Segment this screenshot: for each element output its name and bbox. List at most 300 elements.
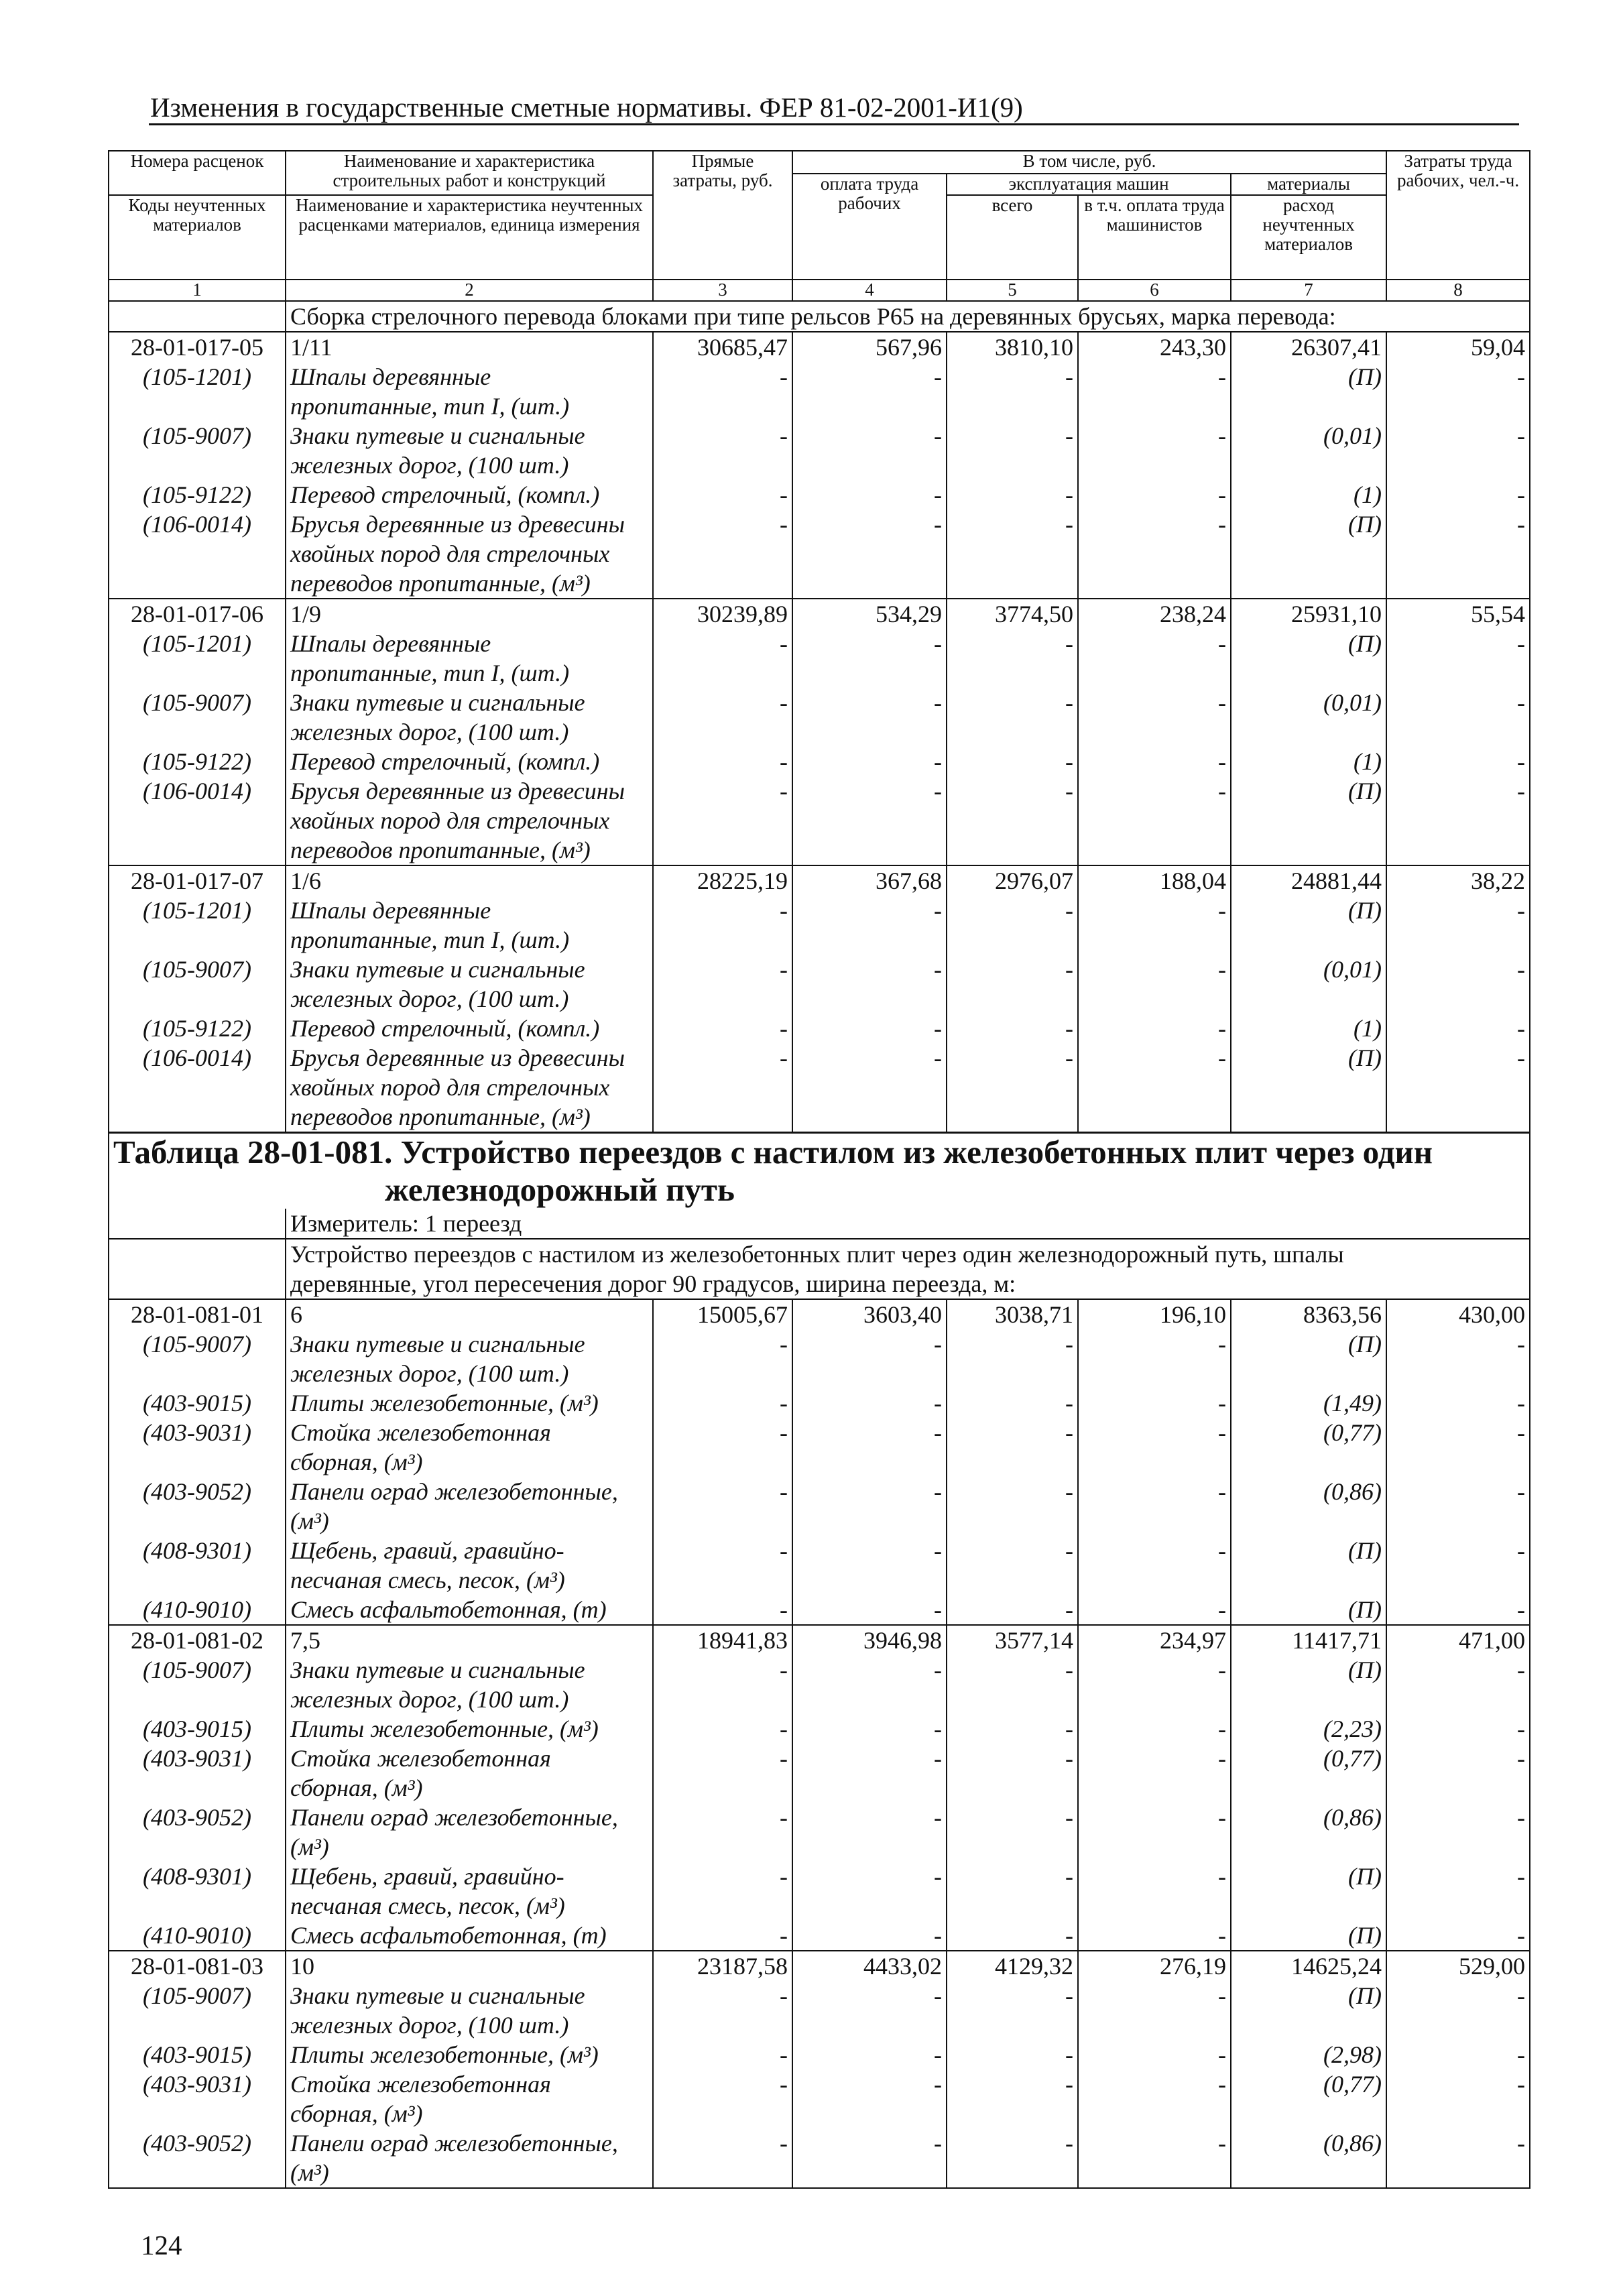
labor-hours: - xyxy=(1386,1744,1530,1803)
labor-cost: - xyxy=(792,1744,947,1803)
machinists-labor-cost: - xyxy=(1078,955,1231,1014)
material-name-line: Стойка железобетонная xyxy=(290,2071,551,2098)
machinists-labor-cost: 243,30 xyxy=(1078,332,1231,362)
material-name-line: хвойных пород для стрелочных xyxy=(290,540,610,567)
material-code: (403-9015) xyxy=(109,2040,286,2069)
material-name-line: сборная, (м³) xyxy=(290,1774,423,1801)
machinists-labor-cost: 196,10 xyxy=(1078,1299,1231,1329)
material-name xyxy=(286,480,653,509)
material-name-line: Смесь асфальтобетонная, (т) xyxy=(290,1596,607,1623)
machines-cost: - xyxy=(947,1921,1078,1951)
material-name-line: железных дорог, (100 шт.) xyxy=(290,1686,569,1713)
material-row xyxy=(109,1329,1530,1388)
material-name xyxy=(286,1803,653,1862)
machinists-labor-cost: - xyxy=(1078,1714,1231,1744)
machines-cost: - xyxy=(947,421,1078,480)
direct-cost: 30239,89 xyxy=(653,599,792,629)
direct-cost: - xyxy=(653,421,792,480)
material-name-line: Смесь асфальтобетонная, (т) xyxy=(290,1922,607,1949)
direct-cost: - xyxy=(653,1329,792,1388)
material-consumption: (0,01) xyxy=(1231,421,1386,480)
material-consumption: (0,77) xyxy=(1231,1744,1386,1803)
direct-cost: - xyxy=(653,955,792,1014)
material-code: (105-1201) xyxy=(109,629,286,688)
rate-row xyxy=(109,1299,1530,1329)
machines-cost: - xyxy=(947,1014,1078,1043)
labor-cost: - xyxy=(792,1862,947,1921)
labor-hours: 59,04 xyxy=(1386,332,1530,362)
hdr-machines: эксплуатация машин xyxy=(947,174,1231,195)
machinists-labor-cost: - xyxy=(1078,1595,1231,1625)
material-code: (105-9122) xyxy=(109,480,286,509)
material-code: (106-0014) xyxy=(109,776,286,865)
section-spacer xyxy=(109,301,286,332)
section-caption-row xyxy=(109,1239,1530,1299)
material-name-line: Знаки путевые и сигнальные xyxy=(290,1982,585,2009)
col-num: 7 xyxy=(1231,280,1386,301)
labor-hours: - xyxy=(1386,1536,1530,1595)
material-code: (105-9007) xyxy=(109,421,286,480)
labor-cost: - xyxy=(792,1477,947,1536)
section-spacer xyxy=(109,1239,286,1299)
material-name xyxy=(286,1536,653,1595)
material-name xyxy=(286,1921,653,1951)
material-row xyxy=(109,1921,1530,1951)
labor-hours: - xyxy=(1386,1329,1530,1388)
machinists-labor-cost: - xyxy=(1078,1388,1231,1418)
column-number-row xyxy=(109,280,1530,301)
material-consumption: (2,98) xyxy=(1231,2040,1386,2069)
material-name-line: Брусья деревянные из древесины xyxy=(290,1044,625,1071)
material-code: (105-1201) xyxy=(109,896,286,955)
direct-cost: - xyxy=(653,509,792,599)
material-row xyxy=(109,955,1530,1014)
material-row xyxy=(109,1655,1530,1714)
machines-cost: 4129,32 xyxy=(947,1951,1078,1981)
hdr-machines-labor: в т.ч. оплата труда машинистов xyxy=(1078,195,1231,280)
machines-cost: - xyxy=(947,955,1078,1014)
labor-hours: - xyxy=(1386,1043,1530,1133)
labor-cost: 3946,98 xyxy=(792,1625,947,1655)
rate-code: 28-01-081-02 xyxy=(109,1625,286,1655)
table-title-line: Таблица 28-01-081. Устройство переездов с настилом из железобетонных плит через один xyxy=(113,1134,1433,1170)
material-row xyxy=(109,688,1530,747)
labor-hours: - xyxy=(1386,1388,1530,1418)
direct-cost: - xyxy=(653,896,792,955)
material-name xyxy=(286,1043,653,1133)
material-code: (105-9007) xyxy=(109,1655,286,1714)
machinists-labor-cost: - xyxy=(1078,1803,1231,1862)
rate-name: 1/11 xyxy=(286,332,653,362)
machines-cost: - xyxy=(947,362,1078,421)
material-name-line: Панели оград железобетонные, xyxy=(290,2130,618,2157)
material-consumption: (0,86) xyxy=(1231,2128,1386,2188)
material-code: (403-9052) xyxy=(109,2128,286,2188)
hdr-col2-bottom: Наименование и характеристика неучтенных расценками материалов, единица измерения xyxy=(286,195,653,280)
direct-cost: - xyxy=(653,1981,792,2040)
material-name-line: Знаки путевые и сигнальные xyxy=(290,1656,585,1683)
materials-cost: 25931,10 xyxy=(1231,599,1386,629)
col-num: 8 xyxy=(1386,280,1530,301)
material-name xyxy=(286,1862,653,1921)
direct-cost: - xyxy=(653,747,792,776)
labor-hours: - xyxy=(1386,1803,1530,1862)
direct-cost: 15005,67 xyxy=(653,1299,792,1329)
col-num: 2 xyxy=(286,280,653,301)
machines-cost: - xyxy=(947,2069,1078,2128)
material-name-line: переводов пропитанные, (м³) xyxy=(290,1103,591,1130)
material-name-line: Перевод стрелочный, (компл.) xyxy=(290,1015,600,1042)
material-name-line: Шпалы деревянные xyxy=(290,363,491,390)
material-consumption: (0,77) xyxy=(1231,2069,1386,2128)
material-row xyxy=(109,509,1530,599)
direct-cost: - xyxy=(653,1536,792,1595)
material-name-line: Знаки путевые и сигнальные xyxy=(290,956,585,983)
labor-hours: - xyxy=(1386,747,1530,776)
direct-cost: 18941,83 xyxy=(653,1625,792,1655)
direct-cost: - xyxy=(653,1862,792,1921)
section-caption xyxy=(286,301,1530,332)
hdr-incl: В том числе, руб. xyxy=(792,151,1386,174)
material-name-line: переводов пропитанные, (м³) xyxy=(290,837,591,863)
material-row xyxy=(109,1418,1530,1477)
material-consumption: (П) xyxy=(1231,1043,1386,1133)
material-code: (403-9031) xyxy=(109,2069,286,2128)
material-name-line: сборная, (м³) xyxy=(290,1449,423,1475)
materials-cost: 8363,56 xyxy=(1231,1299,1386,1329)
labor-hours: - xyxy=(1386,1418,1530,1477)
direct-cost: - xyxy=(653,1803,792,1862)
labor-cost: - xyxy=(792,629,947,688)
labor-cost: 567,96 xyxy=(792,332,947,362)
labor-hours: - xyxy=(1386,480,1530,509)
direct-cost: 30685,47 xyxy=(653,332,792,362)
measure-spacer xyxy=(109,1209,286,1239)
col-num: 6 xyxy=(1078,280,1231,301)
machines-cost: - xyxy=(947,629,1078,688)
labor-cost: - xyxy=(792,480,947,509)
labor-hours: - xyxy=(1386,688,1530,747)
labor-cost: 3603,40 xyxy=(792,1299,947,1329)
rate-name: 6 xyxy=(286,1299,653,1329)
material-row xyxy=(109,2040,1530,2069)
direct-cost: - xyxy=(653,2128,792,2188)
machines-cost: 3810,10 xyxy=(947,332,1078,362)
machinists-labor-cost: 234,97 xyxy=(1078,1625,1231,1655)
labor-cost: - xyxy=(792,1714,947,1744)
material-name-line: Шпалы деревянные xyxy=(290,897,491,924)
material-name-line: Плиты железобетонные, (м³) xyxy=(290,2041,599,2068)
material-name-line: пропитанные, тип I, (шт.) xyxy=(290,926,570,953)
section-caption-line: деревянные, угол пересечения дорог 90 градусов, ширина переезда, м: xyxy=(290,1270,1016,1297)
machines-cost: 3577,14 xyxy=(947,1625,1078,1655)
direct-cost: - xyxy=(653,688,792,747)
hdr-labor: оплата труда рабочих xyxy=(792,174,947,280)
material-name xyxy=(286,1477,653,1536)
labor-cost: - xyxy=(792,421,947,480)
direct-cost: - xyxy=(653,1014,792,1043)
labor-cost: - xyxy=(792,1418,947,1477)
machinists-labor-cost: - xyxy=(1078,480,1231,509)
material-consumption: (0,77) xyxy=(1231,1418,1386,1477)
col-num: 5 xyxy=(947,280,1078,301)
labor-cost: - xyxy=(792,688,947,747)
material-name-line: (м³) xyxy=(290,1508,329,1534)
material-row xyxy=(109,1014,1530,1043)
direct-cost: - xyxy=(653,2069,792,2128)
machinists-labor-cost: - xyxy=(1078,1329,1231,1388)
labor-hours: - xyxy=(1386,2128,1530,2188)
rate-row xyxy=(109,1951,1530,1981)
machines-cost: - xyxy=(947,688,1078,747)
rate-code: 28-01-081-03 xyxy=(109,1951,286,1981)
material-name-line: сборная, (м³) xyxy=(290,2100,423,2127)
machinists-labor-cost: - xyxy=(1078,1981,1231,2040)
machinists-labor-cost: - xyxy=(1078,2069,1231,2128)
material-row xyxy=(109,1744,1530,1803)
material-row xyxy=(109,1388,1530,1418)
hdr-col1-bottom: Коды неучтенных материалов xyxy=(109,195,286,280)
material-name xyxy=(286,629,653,688)
material-code: (403-9015) xyxy=(109,1388,286,1418)
labor-hours: 430,00 xyxy=(1386,1299,1530,1329)
labor-hours: 529,00 xyxy=(1386,1951,1530,1981)
material-code: (408-9301) xyxy=(109,1536,286,1595)
material-name-line: песчаная смесь, песок, (м³) xyxy=(290,1567,565,1593)
labor-cost: - xyxy=(792,1043,947,1133)
material-name-line: Знаки путевые и сигнальные xyxy=(290,422,585,449)
labor-cost: - xyxy=(792,1536,947,1595)
material-code: (410-9010) xyxy=(109,1595,286,1625)
material-consumption: (П) xyxy=(1231,1921,1386,1951)
direct-cost: - xyxy=(653,2040,792,2069)
labor-cost: - xyxy=(792,747,947,776)
material-row xyxy=(109,1714,1530,1744)
labor-hours: 55,54 xyxy=(1386,599,1530,629)
machines-cost: - xyxy=(947,1536,1078,1595)
hdr-col1-top: Номера расценок xyxy=(109,151,286,195)
material-row xyxy=(109,1981,1530,2040)
running-header: Изменения в государственные сметные нормативы. ФЕР 81-02-2001-И1(9) xyxy=(150,92,1023,123)
hdr-machines-total: всего xyxy=(947,195,1078,280)
machines-cost: - xyxy=(947,1043,1078,1133)
material-code: (105-9007) xyxy=(109,1981,286,2040)
machinists-labor-cost: - xyxy=(1078,1014,1231,1043)
material-consumption: (П) xyxy=(1231,776,1386,865)
material-name xyxy=(286,1981,653,2040)
material-name-line: Плиты железобетонные, (м³) xyxy=(290,1390,599,1416)
material-consumption: (0,86) xyxy=(1231,1803,1386,1862)
machinists-labor-cost: - xyxy=(1078,1921,1231,1951)
material-name-line: Щебень, гравий, гравийно- xyxy=(290,1537,564,1564)
direct-cost: - xyxy=(653,1388,792,1418)
material-name xyxy=(286,509,653,599)
material-row xyxy=(109,2128,1530,2188)
material-row xyxy=(109,362,1530,421)
material-name xyxy=(286,955,653,1014)
machines-cost: - xyxy=(947,1595,1078,1625)
material-name-line: Панели оград железобетонные, xyxy=(290,1804,618,1831)
machinists-labor-cost: - xyxy=(1078,362,1231,421)
machines-cost: - xyxy=(947,1744,1078,1803)
rate-row xyxy=(109,332,1530,362)
machinists-labor-cost: - xyxy=(1078,1862,1231,1921)
material-consumption: (1,49) xyxy=(1231,1388,1386,1418)
labor-hours: - xyxy=(1386,1714,1530,1744)
material-consumption: (П) xyxy=(1231,1655,1386,1714)
machines-cost: 3038,71 xyxy=(947,1299,1078,1329)
hdr-materials: материалы xyxy=(1231,174,1386,195)
labor-hours: - xyxy=(1386,2040,1530,2069)
labor-cost: - xyxy=(792,2040,947,2069)
labor-cost: - xyxy=(792,1329,947,1388)
machines-cost: - xyxy=(947,2040,1078,2069)
machinists-labor-cost: - xyxy=(1078,2128,1231,2188)
labor-hours: - xyxy=(1386,421,1530,480)
material-name xyxy=(286,1329,653,1388)
table-title-line: железнодорожный путь xyxy=(385,1171,735,1208)
direct-cost: - xyxy=(653,1418,792,1477)
machinists-labor-cost: - xyxy=(1078,509,1231,599)
direct-cost: 28225,19 xyxy=(653,865,792,896)
direct-cost: - xyxy=(653,1477,792,1536)
materials-cost: 14625,24 xyxy=(1231,1951,1386,1981)
material-row xyxy=(109,480,1530,509)
direct-cost: 23187,58 xyxy=(653,1951,792,1981)
rate-row xyxy=(109,1625,1530,1655)
material-row xyxy=(109,421,1530,480)
material-consumption: (2,23) xyxy=(1231,1714,1386,1744)
material-name-line: Стойка железобетонная xyxy=(290,1745,551,1772)
rate-name: 7,5 xyxy=(286,1625,653,1655)
table-title-row xyxy=(109,1133,1530,1209)
material-name xyxy=(286,1595,653,1625)
rate-name: 1/9 xyxy=(286,599,653,629)
material-consumption: (П) xyxy=(1231,509,1386,599)
col-num: 4 xyxy=(792,280,947,301)
machinists-labor-cost: - xyxy=(1078,1418,1231,1477)
material-name-line: железных дорог, (100 шт.) xyxy=(290,2012,569,2039)
hdr-direct: Прямые затраты, руб. xyxy=(653,151,792,280)
material-name xyxy=(286,776,653,865)
labor-hours: - xyxy=(1386,1862,1530,1921)
labor-hours: - xyxy=(1386,776,1530,865)
labor-hours: - xyxy=(1386,1655,1530,1714)
material-consumption: (0,86) xyxy=(1231,1477,1386,1536)
machines-cost: - xyxy=(947,896,1078,955)
materials-cost: 11417,71 xyxy=(1231,1625,1386,1655)
labor-hours: - xyxy=(1386,2069,1530,2128)
machines-cost: - xyxy=(947,480,1078,509)
table-title xyxy=(109,1133,1530,1209)
material-name xyxy=(286,1744,653,1803)
material-name xyxy=(286,2040,653,2069)
material-code: (105-1201) xyxy=(109,362,286,421)
material-name-line: железных дорог, (100 шт.) xyxy=(290,985,569,1012)
labor-cost: - xyxy=(792,955,947,1014)
material-row xyxy=(109,1043,1530,1133)
material-name-line: Перевод стрелочный, (компл.) xyxy=(290,481,600,508)
labor-cost: - xyxy=(792,776,947,865)
labor-cost: 367,68 xyxy=(792,865,947,896)
labor-hours: - xyxy=(1386,362,1530,421)
machines-cost: - xyxy=(947,1418,1078,1477)
machinists-labor-cost: - xyxy=(1078,896,1231,955)
labor-cost: - xyxy=(792,362,947,421)
labor-cost: - xyxy=(792,1981,947,2040)
materials-cost: 26307,41 xyxy=(1231,332,1386,362)
material-name-line: железных дорог, (100 шт.) xyxy=(290,719,569,745)
material-row xyxy=(109,747,1530,776)
material-name xyxy=(286,1014,653,1043)
material-name-line: (м³) xyxy=(290,1833,329,1860)
header-rule xyxy=(149,123,1519,125)
labor-cost: - xyxy=(792,2069,947,2128)
material-code: (403-9052) xyxy=(109,1477,286,1536)
material-consumption: (П) xyxy=(1231,362,1386,421)
machinists-labor-cost: - xyxy=(1078,1536,1231,1595)
material-row xyxy=(109,1595,1530,1625)
direct-cost: - xyxy=(653,776,792,865)
material-code: (408-9301) xyxy=(109,1862,286,1921)
material-consumption: (П) xyxy=(1231,1329,1386,1388)
material-code: (410-9010) xyxy=(109,1921,286,1951)
rate-code: 28-01-017-07 xyxy=(109,865,286,896)
machines-cost: - xyxy=(947,747,1078,776)
estimate-table xyxy=(108,150,1530,2189)
direct-cost: - xyxy=(653,1744,792,1803)
material-name-line: Брусья деревянные из древесины xyxy=(290,778,625,804)
material-name-line: Щебень, гравий, гравийно- xyxy=(290,1863,564,1890)
labor-hours: - xyxy=(1386,955,1530,1014)
direct-cost: - xyxy=(653,362,792,421)
machinists-labor-cost: - xyxy=(1078,1744,1231,1803)
material-name xyxy=(286,688,653,747)
rate-code: 28-01-081-01 xyxy=(109,1299,286,1329)
machinists-labor-cost: - xyxy=(1078,1477,1231,1536)
material-consumption: (П) xyxy=(1231,1981,1386,2040)
direct-cost: - xyxy=(653,1043,792,1133)
material-name xyxy=(286,2128,653,2188)
rate-code: 28-01-017-05 xyxy=(109,332,286,362)
material-consumption: (П) xyxy=(1231,629,1386,688)
machines-cost: - xyxy=(947,1862,1078,1921)
material-consumption: (1) xyxy=(1231,1014,1386,1043)
labor-cost: - xyxy=(792,509,947,599)
section-caption-line: Сборка стрелочного перевода блоками при типе рельсов Р65 на деревянных брусьях, марка перевода: xyxy=(290,303,1336,330)
labor-hours: - xyxy=(1386,1477,1530,1536)
material-row xyxy=(109,1862,1530,1921)
labor-cost: - xyxy=(792,896,947,955)
material-name xyxy=(286,1418,653,1477)
material-code: (106-0014) xyxy=(109,509,286,599)
machines-cost: - xyxy=(947,1981,1078,2040)
machines-cost: - xyxy=(947,1388,1078,1418)
machinists-labor-cost: - xyxy=(1078,1655,1231,1714)
material-consumption: (1) xyxy=(1231,480,1386,509)
material-name-line: Брусья деревянные из древесины xyxy=(290,511,625,538)
machinists-labor-cost: 276,19 xyxy=(1078,1951,1231,1981)
col-num: 3 xyxy=(653,280,792,301)
material-code: (105-9007) xyxy=(109,1329,286,1388)
material-name-line: Знаки путевые и сигнальные xyxy=(290,1331,585,1357)
hdr-labor-cost: Затраты труда рабочих, чел.-ч. xyxy=(1386,151,1530,280)
machines-cost: - xyxy=(947,1329,1078,1388)
measure-row xyxy=(109,1209,1530,1239)
machinists-labor-cost: 238,24 xyxy=(1078,599,1231,629)
section-caption-row xyxy=(109,301,1530,332)
material-name xyxy=(286,896,653,955)
